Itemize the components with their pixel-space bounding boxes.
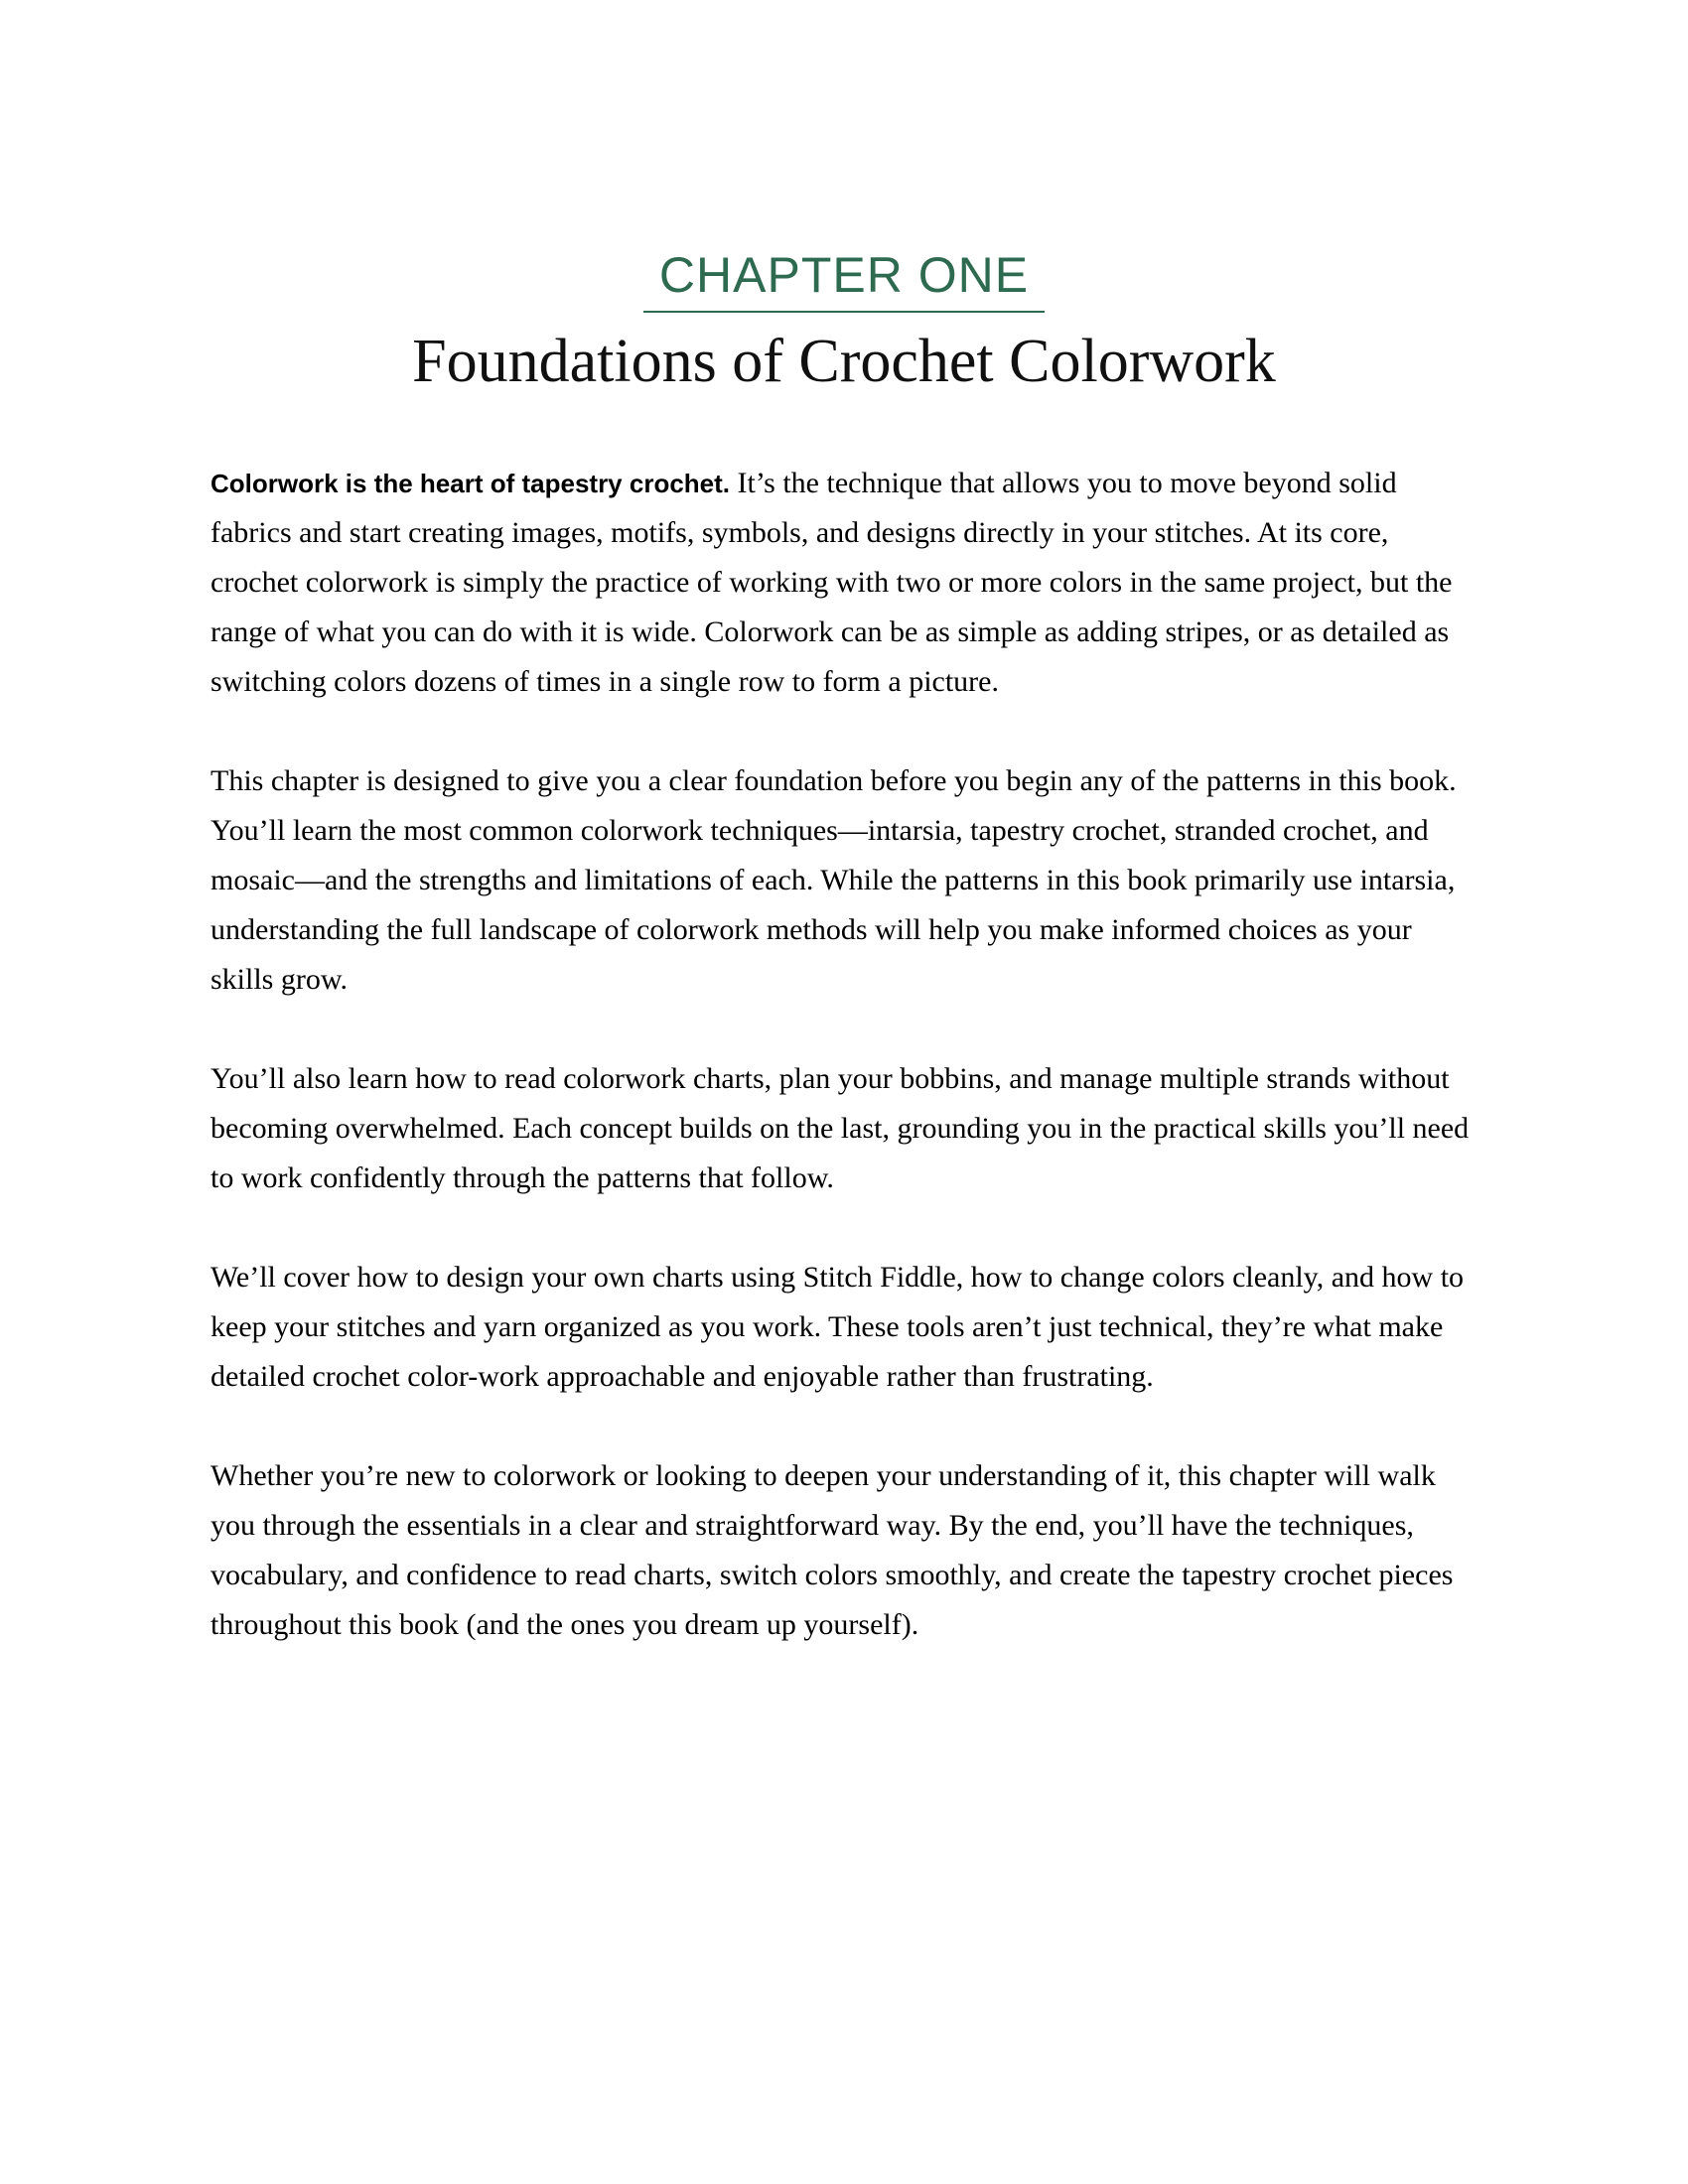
- paragraph-closing: Whether you’re new to colorwork or looking to deepen your understanding of it, this chapter will walk you through the essentials in a clear and straightforward way. By the end, you’ll have the techniques, vocabulary, and confidence to read charts, switch colors smoothly, and create the tapestry crochet pieces throughout this book (and the ones you dream up yourself).: [211, 1459, 1454, 1642]
- chapter-label: CHAPTER ONE: [643, 248, 1045, 313]
- paragraph-stitch-fiddle: We’ll cover how to design your own charts using Stitch Fiddle, how to change colors cleanly, and how to keep your stitches and yarn organized as you work. These tools aren’t just technical, they’re what make detailed crochet color-work approachable and enjoyable rather than frustrating.: [211, 1261, 1465, 1394]
- paragraph-foundation: This chapter is designed to give you a clear foundation before you begin any of the patterns in this book. You’ll learn the most common colorwork techniques—intarsia, tapestry crochet, stranded crochet, and mosaic—and the strengths and limitations of each. While the patterns in this book primarily use intarsia, understanding the full landscape of colorwork methods will help you make informed choices as your skills grow.: [211, 764, 1457, 997]
- lead-in-body-text: It’s the technique that allows you to move beyond solid fabrics and start creating images, motifs, symbols, and designs directly in your stitches. At its core, crochet colorwork is simply the practice of working with two or more colors in the same project, but the range of what you can do with it is wide. Colorwork can be as simple as adding stripes, or as detailed as switching colors dozens of times in a single row to form a picture.: [211, 467, 1453, 699]
- page-title: Foundations of Crochet Colorwork: [412, 328, 1276, 395]
- lead-in-bold-text: Colorwork is the heart of tapestry crochet.: [211, 469, 731, 499]
- paragraph-charts-bobbins: You’ll also learn how to read colorwork charts, plan your bobbins, and manage multiple strands without becoming overwhelmed. Each concept builds on the last, grounding you in the practical skills you’ll need to work confidently through the patterns that follow.: [211, 1062, 1470, 1195]
- paragraph-intro: [211, 459, 1477, 707]
- chapter-heading: [211, 248, 1477, 313]
